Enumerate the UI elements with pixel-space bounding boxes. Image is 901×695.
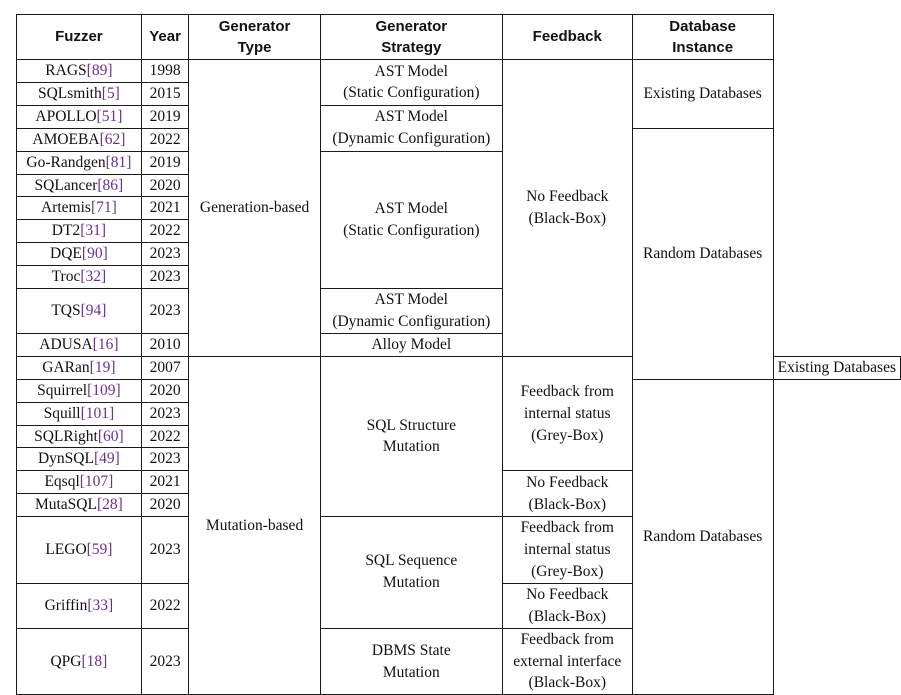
year-cell: 2022 <box>141 128 189 151</box>
feedback-cell <box>502 60 632 357</box>
db-instance-cell: Existing Databases <box>632 60 773 129</box>
strategy-line: AST Model <box>374 199 448 217</box>
fuzzer-cell <box>17 266 142 289</box>
fuzzer-name: QPG <box>50 652 82 670</box>
fuzzer-name: RAGS <box>45 62 87 79</box>
fuzzer-name: TQS <box>51 302 81 320</box>
db-instance-cell: Existing Databases <box>773 356 900 379</box>
header-line: Type <box>237 39 272 56</box>
strategy-line: SQL Structure <box>366 416 457 434</box>
fuzzer-cell <box>17 583 142 628</box>
strategy-cell <box>320 289 502 334</box>
fuzzer-cell <box>17 448 142 471</box>
fuzzer-cell <box>17 197 142 220</box>
strategy-line: (Dynamic Configuration) <box>332 312 491 330</box>
fuzzer-name: Artemis <box>41 199 91 217</box>
fuzzer-name: DynSQL <box>37 450 94 468</box>
fuzzer-name: SQLsmith <box>37 84 102 102</box>
fuzzer-name: Griffin <box>44 596 88 614</box>
fuzzer-cell <box>17 402 142 425</box>
strategy-line: SQL Sequence <box>365 552 458 570</box>
fuzzer-ref[interactable]: [62] <box>99 130 126 148</box>
feedback-line: No Feedback <box>526 473 609 491</box>
db-instance-cell: Random Databases <box>632 379 773 695</box>
year-cell: 2019 <box>141 105 189 128</box>
year-cell: 2020 <box>141 379 189 402</box>
feedback-line: (Black-Box) <box>528 674 607 692</box>
fuzzer-cell <box>17 628 142 695</box>
fuzzer-name: SQLancer <box>34 176 98 194</box>
strategy-line: DBMS State <box>371 641 451 659</box>
year-cell: 2023 <box>141 289 189 334</box>
fuzzer-ref[interactable]: [107] <box>79 473 114 491</box>
fuzzer-cell <box>17 128 142 151</box>
strategy-line: AST Model <box>374 62 448 80</box>
fuzzer-name: Squirrel <box>37 381 88 399</box>
fuzzer-name: SQLRight <box>34 427 98 445</box>
header-generator-type <box>189 15 320 60</box>
fuzzer-ref[interactable]: [28] <box>96 496 123 514</box>
fuzzer-ref[interactable]: [90] <box>81 245 108 263</box>
feedback-cell <box>502 583 632 628</box>
year-cell: 2023 <box>141 517 189 584</box>
fuzzer-ref[interactable]: [101] <box>80 404 115 422</box>
fuzzer-cell <box>17 333 142 356</box>
fuzzer-ref[interactable]: [89] <box>86 62 113 79</box>
fuzzer-cell <box>17 471 142 494</box>
strategy-cell <box>320 151 502 288</box>
feedback-line: internal status <box>524 541 611 559</box>
fuzzer-ref[interactable]: [5] <box>101 84 120 102</box>
fuzzer-ref[interactable]: [109] <box>87 381 121 399</box>
feedback-line: Feedback from <box>520 382 614 400</box>
fuzzer-cell <box>17 151 142 174</box>
year-cell: 2022 <box>141 583 189 628</box>
fuzzer-ref[interactable]: [33] <box>87 596 114 614</box>
feedback-line: external interface <box>513 652 622 670</box>
fuzzer-name: AMOEBA <box>32 130 100 148</box>
year-cell: 1998 <box>141 60 189 83</box>
fuzzer-cell <box>17 517 142 584</box>
header-feedback: Feedback <box>502 15 632 60</box>
fuzzer-name: Go-Randgen <box>26 153 106 171</box>
year-cell: 2023 <box>141 628 189 695</box>
fuzzer-ref[interactable]: [51] <box>96 107 123 125</box>
header-line: Generator <box>375 17 448 35</box>
fuzzer-ref[interactable]: [16] <box>92 335 119 353</box>
fuzzer-name: LEGO <box>45 541 87 559</box>
fuzzer-cell <box>17 243 142 266</box>
fuzzer-ref[interactable]: [81] <box>105 153 132 171</box>
fuzzer-name: GARan <box>42 358 90 376</box>
header-year: Year <box>141 15 189 60</box>
strategy-cell <box>320 517 502 629</box>
generator-type-cell: Generation-based <box>189 60 320 357</box>
year-cell: 2021 <box>141 471 189 494</box>
year-cell: 2022 <box>141 220 189 243</box>
year-cell: 2020 <box>141 494 189 517</box>
header-row <box>17 15 901 60</box>
fuzzer-name: ADUSA <box>39 335 93 353</box>
year-cell: 2023 <box>141 448 189 471</box>
feedback-line: Feedback from <box>520 630 614 648</box>
feedback-line: (Black-Box) <box>528 607 607 625</box>
feedback-line: No Feedback <box>526 585 609 603</box>
fuzzer-name: Troc <box>51 268 81 286</box>
fuzzer-name: DQE <box>50 245 82 263</box>
year-cell: 2023 <box>141 402 189 425</box>
year-cell: 2015 <box>141 82 189 105</box>
fuzzer-cell <box>17 82 142 105</box>
fuzzer-ref[interactable]: [60] <box>97 427 124 445</box>
fuzzer-name: MutaSQL <box>34 496 97 514</box>
strategy-line: Mutation <box>382 574 440 592</box>
fuzzer-cell <box>17 289 142 334</box>
strategy-line: (Dynamic Configuration) <box>332 130 491 148</box>
fuzzer-ref[interactable]: [59] <box>86 541 113 559</box>
generator-type-cell: Mutation-based <box>189 356 320 695</box>
feedback-line: (Grey-Box) <box>531 562 604 580</box>
feedback-line: (Grey-Box) <box>531 426 604 444</box>
header-generator-strategy <box>320 15 502 60</box>
fuzzer-name: Squill <box>43 404 81 422</box>
year-cell: 2022 <box>141 425 189 448</box>
header-fuzzer: Fuzzer <box>17 15 142 60</box>
fuzzer-cell <box>17 379 142 402</box>
fuzzer-cell <box>17 174 142 197</box>
header-line: Database <box>669 17 736 35</box>
feedback-line: Feedback from <box>520 519 614 537</box>
year-cell: 2020 <box>141 174 189 197</box>
strategy-cell <box>320 628 502 695</box>
strategy-line: Mutation <box>382 438 440 456</box>
fuzzer-ref[interactable]: [86] <box>97 176 124 194</box>
year-cell: 2010 <box>141 333 189 356</box>
fuzzer-cell <box>17 60 142 83</box>
strategy-line: AST Model <box>374 291 448 309</box>
fuzzer-name: APOLLO <box>35 107 97 125</box>
fuzzer-cell <box>17 425 142 448</box>
fuzzer-cell <box>17 105 142 128</box>
feedback-line: internal status <box>524 404 611 422</box>
year-cell: 2023 <box>141 266 189 289</box>
strategy-line: Mutation <box>382 663 440 681</box>
strategy-line: AST Model <box>374 108 448 126</box>
feedback-cell <box>502 517 632 584</box>
header-line: Generator <box>218 17 291 35</box>
feedback-cell <box>502 628 632 695</box>
fuzzer-ref[interactable]: [32] <box>80 268 107 286</box>
fuzzer-ref[interactable]: [19] <box>89 358 116 376</box>
table-row <box>17 60 901 83</box>
year-cell: 2007 <box>141 356 189 379</box>
fuzzer-ref[interactable]: [31] <box>80 222 107 240</box>
strategy-cell: Alloy Model <box>320 333 502 356</box>
fuzzer-name: Eqsql <box>44 473 80 491</box>
fuzzer-ref[interactable]: [94] <box>80 302 107 320</box>
strategy-cell <box>320 60 502 106</box>
fuzzer-ref[interactable]: [18] <box>81 652 108 670</box>
year-cell: 2019 <box>141 151 189 174</box>
fuzzer-ref[interactable]: [49] <box>93 450 120 468</box>
year-cell: 2023 <box>141 243 189 266</box>
header-line: Strategy <box>381 39 442 56</box>
feedback-line: (Black-Box) <box>528 209 607 227</box>
feedback-line: (Black-Box) <box>528 495 607 513</box>
year-cell: 2021 <box>141 197 189 220</box>
feedback-cell <box>502 356 632 471</box>
fuzzer-comparison-table <box>16 14 901 695</box>
strategy-cell <box>320 105 502 151</box>
feedback-line: No Feedback <box>526 187 609 205</box>
fuzzer-cell <box>17 356 142 379</box>
fuzzer-cell <box>17 220 142 243</box>
strategy-cell <box>320 356 502 516</box>
fuzzer-ref[interactable]: [71] <box>90 199 117 217</box>
fuzzer-cell <box>17 494 142 517</box>
feedback-cell <box>502 471 632 517</box>
db-instance-cell: Random Databases <box>632 128 773 379</box>
header-line: Instance <box>672 39 734 56</box>
fuzzer-name: DT2 <box>51 222 81 240</box>
strategy-line: (Static Configuration) <box>343 84 480 102</box>
strategy-line: (Static Configuration) <box>343 221 480 239</box>
header-database-instance <box>632 15 773 60</box>
